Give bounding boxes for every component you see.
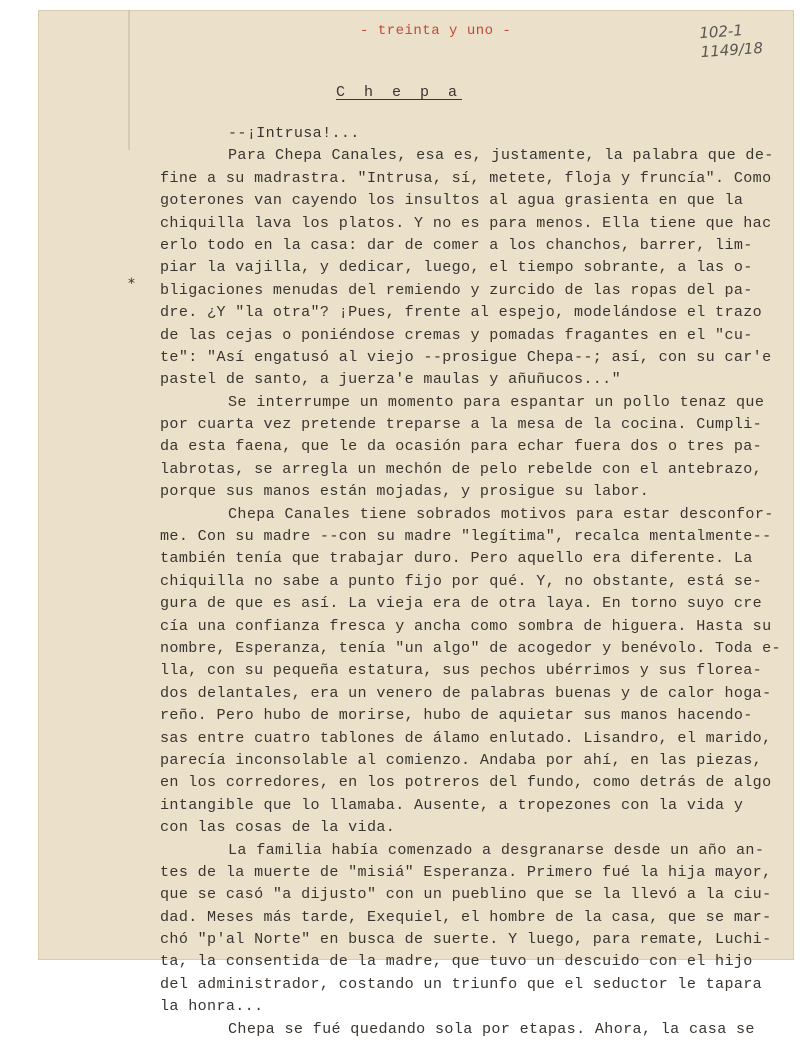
text-line: intangible que lo llamaba. Ausente, a tropezones con la vida y bbox=[160, 795, 744, 814]
text-line: pastel de santo, a juerza'e maulas y añuñucos..." bbox=[160, 370, 621, 389]
margin-asterisk-mark: * bbox=[128, 276, 135, 292]
text-line: te": "Así engatusó al viejo --prosigue Chepa--; así, con su car'e bbox=[160, 347, 772, 366]
page-number-label: - treinta y uno - bbox=[360, 23, 512, 39]
text-line: en los corredores, en los potreros del fundo, como detrás de algo bbox=[160, 773, 772, 792]
text-line: que se casó "a dijusto" con un pueblino que se la llevó a la ciu- bbox=[160, 885, 772, 904]
archive-code-line1: 102-1 bbox=[698, 21, 744, 43]
text-line: con las cosas de la vida. bbox=[160, 818, 396, 837]
text-line: de las cejas o poniéndose cremas y pomadas fragantes en el "cu- bbox=[160, 325, 753, 344]
archive-code bbox=[699, 20, 764, 62]
text-line: --¡Intrusa!... bbox=[228, 124, 360, 142]
text-line: gura de que es así. La vieja era de otra laya. En torno suyo cre bbox=[160, 594, 763, 613]
text-line: goterones van cayendo los insultos al agua grasienta en que la bbox=[160, 191, 744, 210]
text-line: chiquilla lava los platos. Y no es para menos. Ella tiene que hac bbox=[160, 213, 772, 232]
text-line: da esta faena, que le da ocasión para echar fuera dos o tres pa- bbox=[160, 437, 763, 456]
paper-fold-mark bbox=[128, 10, 130, 150]
story-body bbox=[160, 122, 781, 1040]
text-line: labrotas, se arregla un mechón de pelo rebelde con el antebrazo, bbox=[160, 459, 763, 478]
text-line: La familia había comenzado a desgranarse desde un año an- bbox=[228, 840, 765, 859]
text-line: cía una confianza fresca y ancha como sombra de higuera. Hasta su bbox=[160, 616, 772, 635]
text-line: sas entre cuatro tablones de álamo enlutado. Lisandro, el marido, bbox=[160, 728, 772, 747]
text-line: dad. Meses más tarde, Exequiel, el hombre de la casa, que se mar- bbox=[160, 907, 772, 926]
text-line: chiquilla no sabe a punto fijo por qué. Y, no obstante, está se- bbox=[160, 571, 763, 590]
text-line: del administrador, costando un triunfo que el seductor le tapara bbox=[160, 974, 763, 993]
text-line: Chepa Canales tiene sobrados motivos para estar desconfor- bbox=[228, 504, 774, 523]
text-line: tes de la muerte de "misiá" Esperanza. Primero fué la hija mayor, bbox=[160, 862, 772, 881]
text-line: por cuarta vez pretende treparse a la mesa de la cocina. Cumpli- bbox=[160, 415, 763, 434]
text-line: Chepa se fué quedando sola por etapas. Ahora, la casa se bbox=[228, 1019, 755, 1038]
text-line: bligaciones menudas del remiendo y zurcido de las ropas del pa- bbox=[160, 280, 753, 299]
text-line: Se interrumpe un momento para espantar un pollo tenaz que bbox=[228, 392, 765, 411]
text-line: Para Chepa Canales, esa es, justamente, la palabra que de- bbox=[228, 146, 774, 165]
text-line: porque sus manos están mojadas, y prosigue su labor. bbox=[160, 482, 650, 501]
text-line: erlo todo en la casa: dar de comer a los chanchos, barrer, lim- bbox=[160, 235, 753, 254]
story-title: C h e p a bbox=[336, 84, 463, 101]
text-line: chó "p'al Norte" en busca de suerte. Y luego, para remate, Luchi- bbox=[160, 930, 772, 949]
text-line: parecía inconsolable al comienzo. Andaba por ahí, en las piezas, bbox=[160, 750, 763, 769]
text-line: ta, la consentida de la madre, que tuvo un descuido con el hijo bbox=[160, 952, 753, 971]
text-line: la honra... bbox=[160, 997, 264, 1016]
archive-code-line2: 1149/18 bbox=[700, 38, 764, 62]
text-line: nombre, Esperanza, tenía "un algo" de acogedor y benévolo. Toda e- bbox=[160, 638, 781, 657]
text-line: me. Con su madre --con su madre "legítima", recalca mentalmente-- bbox=[160, 527, 772, 546]
text-line: dre. ¿Y "la otra"? ¡Pues, frente al espejo, modelándose el trazo bbox=[160, 303, 763, 322]
text-line: fine a su madrastra. "Intrusa, sí, metete, floja y fruncía". Como bbox=[160, 168, 772, 187]
text-line: lla, con su pequeña estatura, sus pechos ubérrimos y sus florea- bbox=[160, 661, 763, 680]
text-line: reño. Pero hubo de morirse, hubo de aquietar sus manos hacendo- bbox=[160, 706, 753, 725]
text-line: dos delantales, era un venero de palabras buenas y de calor hoga- bbox=[160, 683, 772, 702]
text-line: también tenía que trabajar duro. Pero aquello era diferente. La bbox=[160, 549, 753, 568]
text-line: piar la vajilla, y dedicar, luego, el tiempo sobrante, a las o- bbox=[160, 258, 753, 277]
